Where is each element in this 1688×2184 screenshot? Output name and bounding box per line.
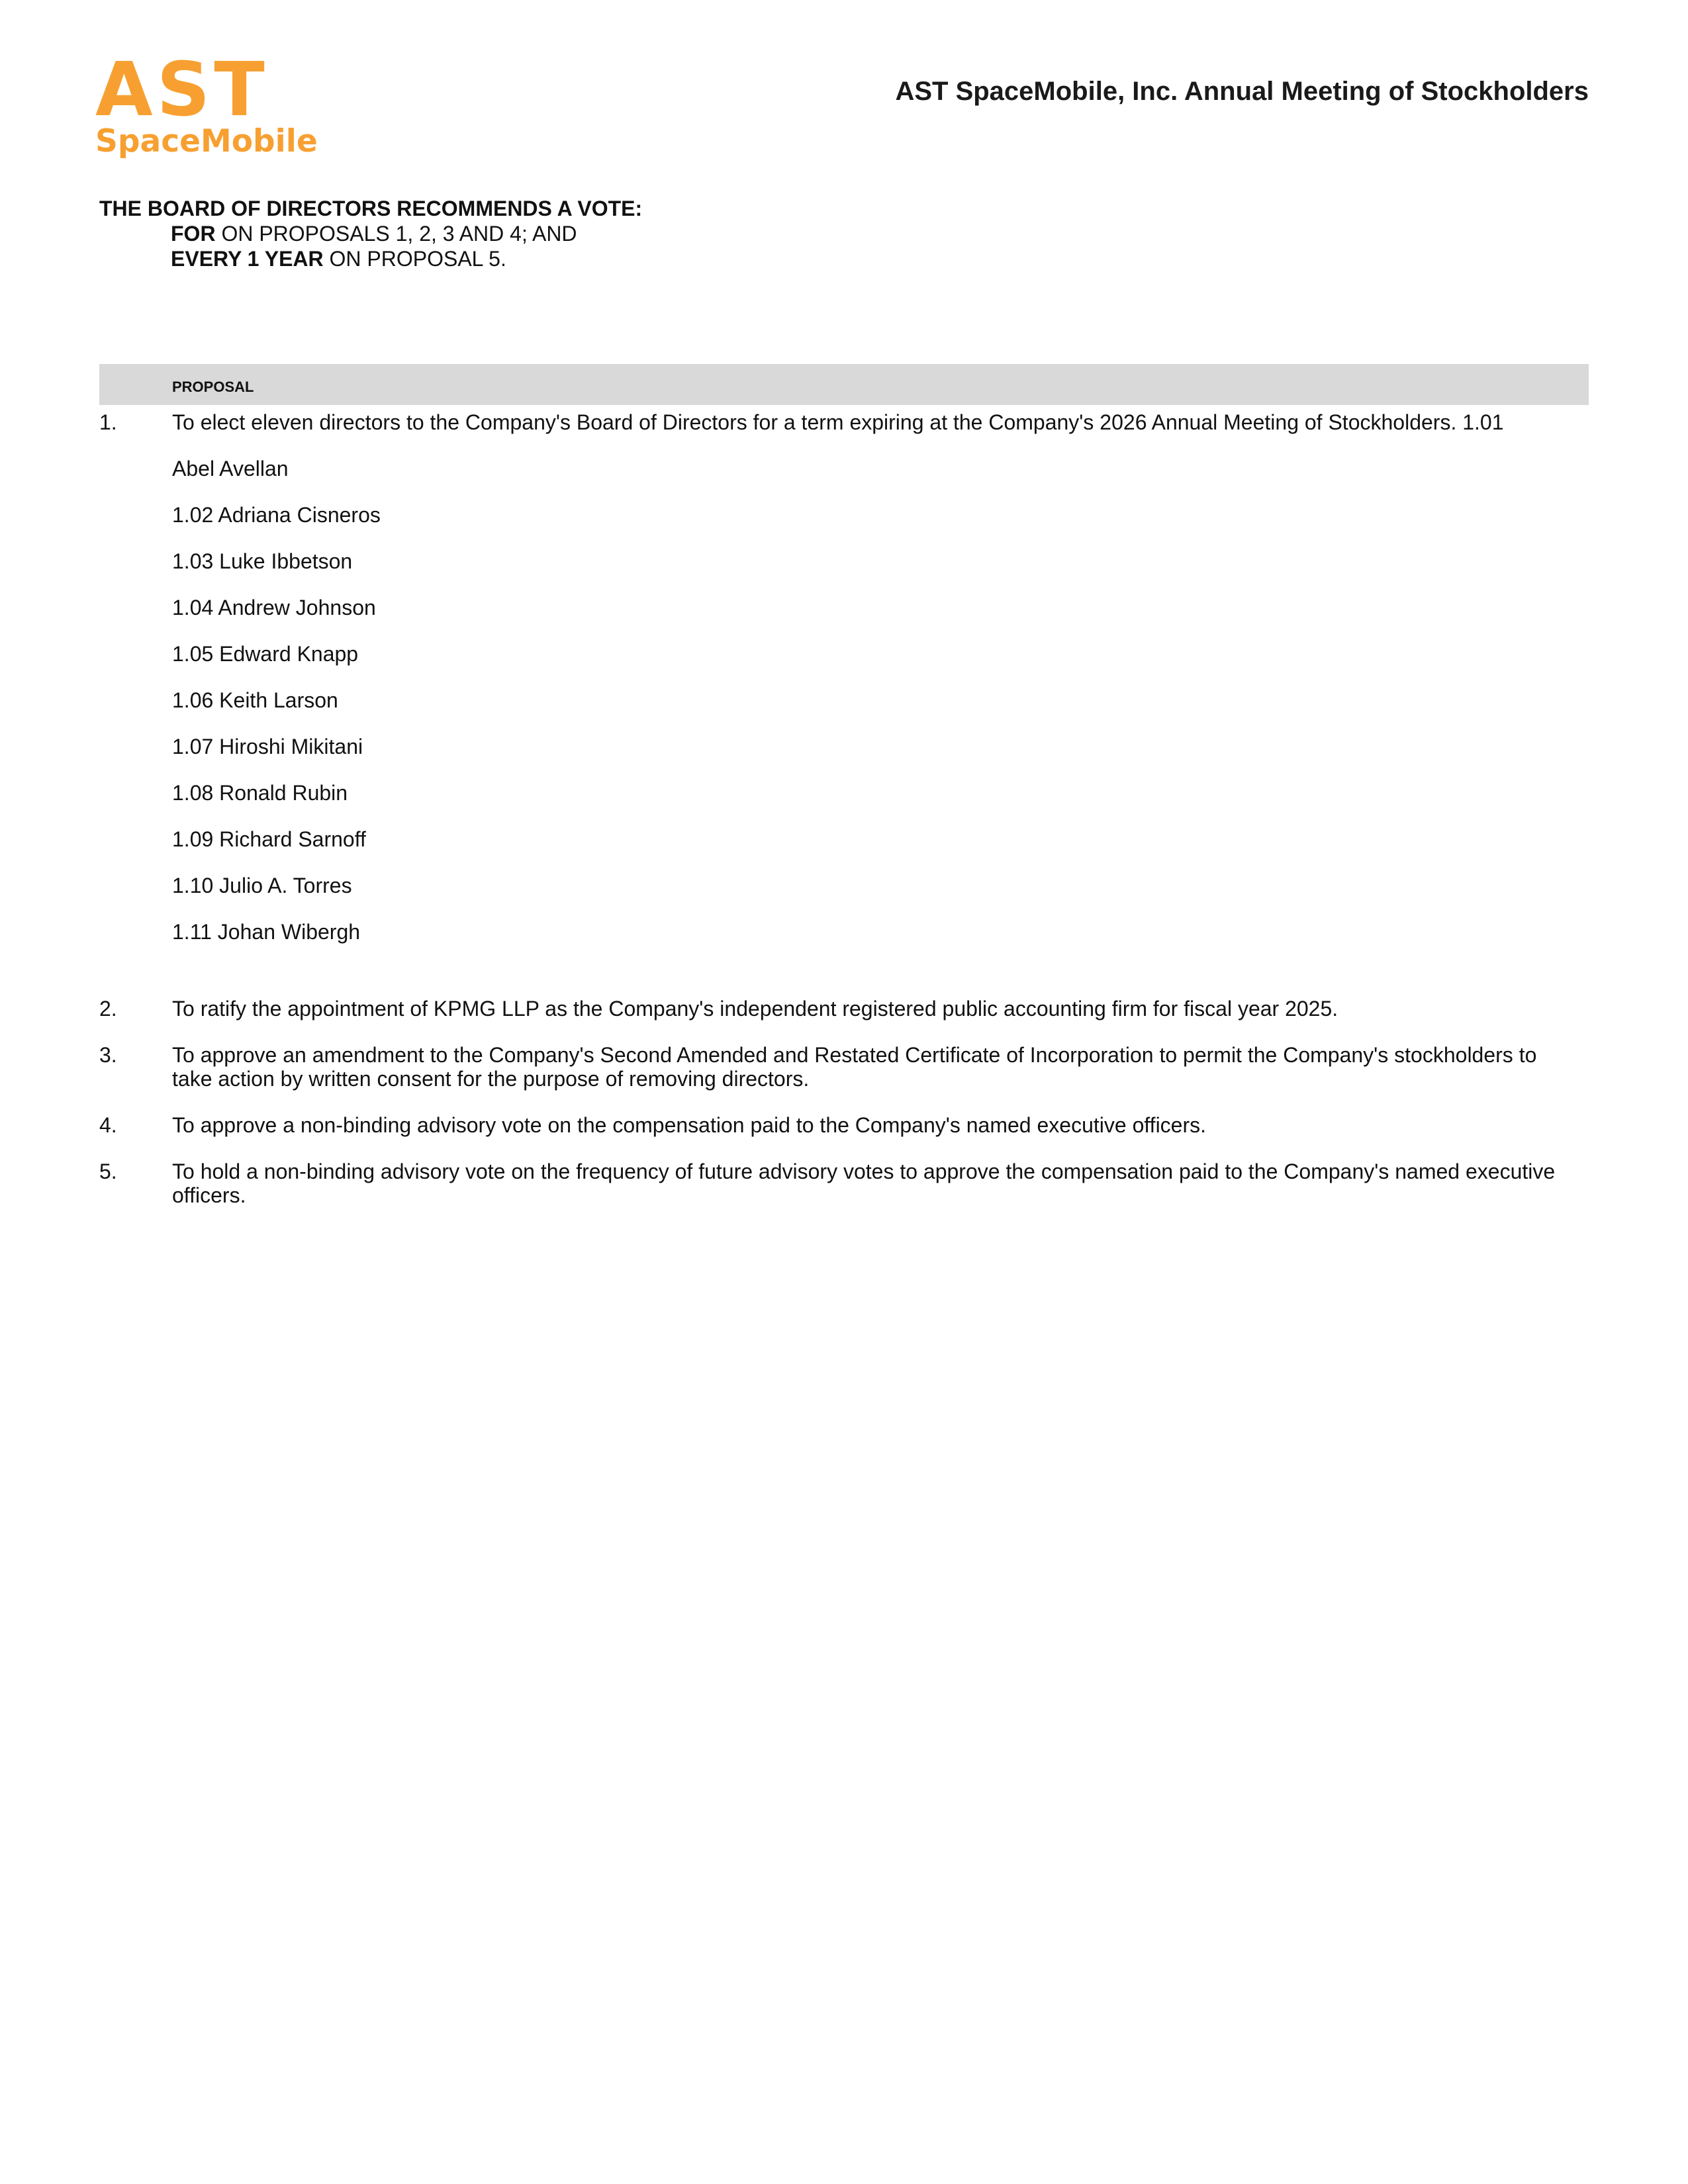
nominee-item: 1.04 Andrew Johnson	[172, 596, 376, 619]
logo-secondary: SpaceMobile	[95, 123, 318, 159]
proposal-text: To ratify the appointment of KPMG LLP as the Company's independent registered public accounting firm for fiscal year 2025.	[172, 997, 1338, 1021]
proposal-table-header	[99, 364, 1589, 405]
nominee-item: 1.07 Hiroshi Mikitani	[172, 735, 363, 758]
proposal-number: 5.	[99, 1160, 117, 1183]
recommendation-heading: THE BOARD OF DIRECTORS RECOMMENDS A VOTE:	[99, 197, 643, 220]
nominee-item: 1.09 Richard Sarnoff	[172, 827, 366, 851]
document-title: AST SpaceMobile, Inc. Annual Meeting of Stockholders	[895, 77, 1589, 106]
nominee-item: 1.08 Ronald Rubin	[172, 781, 348, 805]
recommendation-line-1	[171, 221, 642, 246]
company-logo	[95, 47, 318, 164]
recommendation-line-1-bold: FOR	[171, 222, 216, 246]
proposal-number: 3.	[99, 1043, 117, 1067]
nominee-item: 1.11 Johan Wibergh	[172, 920, 361, 944]
nominee-item: 1.06 Keith Larson	[172, 688, 338, 712]
recommendation-line-2-bold: EVERY 1 YEAR	[171, 247, 324, 271]
board-recommendation	[99, 196, 642, 271]
nominee-item: 1.02 Adriana Cisneros	[172, 503, 381, 527]
nominee-item: Abel Avellan	[172, 457, 289, 480]
proposal-text: To approve an amendment to the Company's Second Amended and Restated Certificate of Incorporation to permit the Company's stockholders to take action by written consent for the purpose of removing directors.	[172, 1043, 1537, 1091]
proposal-number: 4.	[99, 1113, 117, 1137]
proposal-text: To hold a non-binding advisory vote on the frequency of future advisory votes to approve the compensation paid to the Company's named executive officers.	[172, 1160, 1556, 1207]
proposal-number: 2.	[99, 997, 117, 1021]
proposal-column-label: PROPOSAL	[172, 379, 254, 395]
proposal-number: 1.	[99, 410, 117, 434]
recommendation-line-1-rest: ON PROPOSALS 1, 2, 3 AND 4; AND	[215, 222, 577, 246]
logo-primary: AST	[95, 47, 269, 133]
recommendation-line-2	[171, 246, 642, 271]
nominee-item: 1.05 Edward Knapp	[172, 642, 359, 666]
proposal-text: To approve a non-binding advisory vote on the compensation paid to the Company's named executive officers.	[172, 1113, 1207, 1137]
recommendation-line-2-rest: ON PROPOSAL 5.	[323, 247, 506, 271]
nominee-item: 1.03 Luke Ibbetson	[172, 549, 353, 573]
nominee-item: 1.10 Julio A. Torres	[172, 874, 352, 897]
proposal-text: To elect eleven directors to the Company's Board of Directors for a term expiring at the Company's 2026 Annual Meeting of Stockholders. 1.01	[172, 410, 1504, 434]
